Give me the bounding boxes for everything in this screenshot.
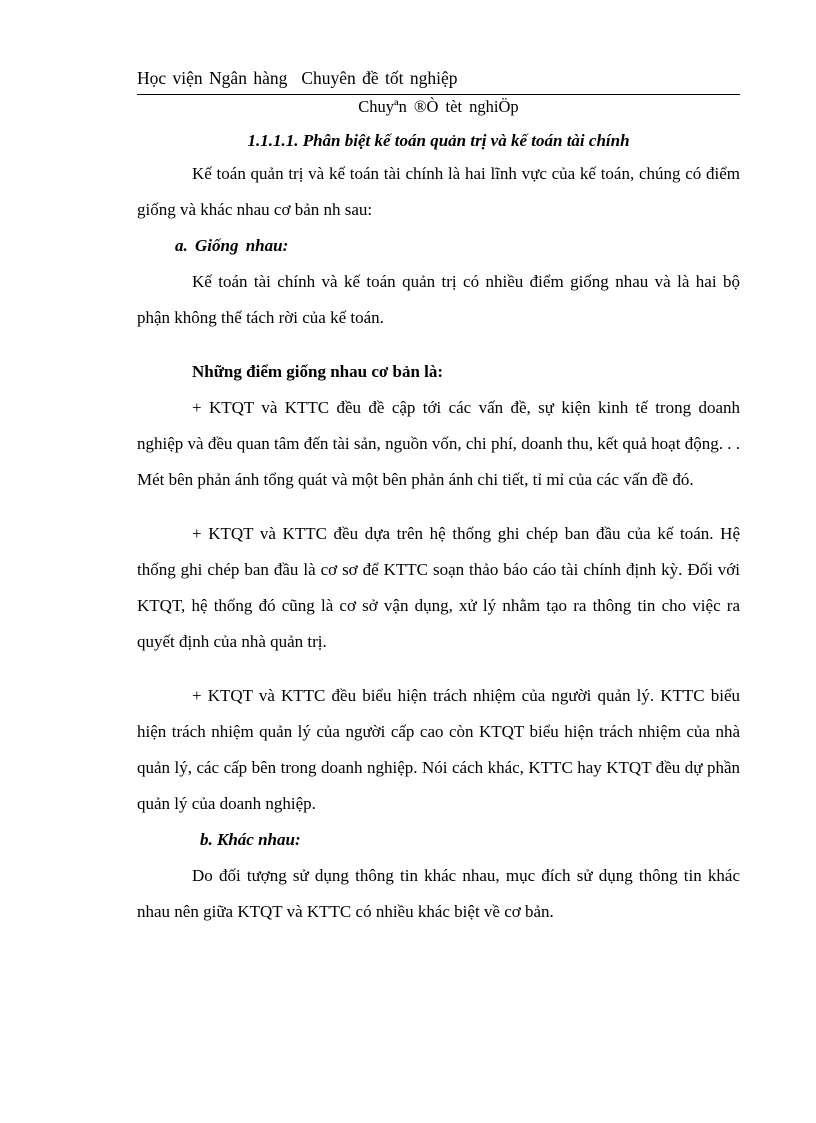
paragraph-similar-intro: Kế toán tài chính và kế toán quản trị có nhiều điểm giống nhau và là hai bộ phận không thể tách rời của kế toán. [137,272,740,327]
page-header [137,66,740,95]
header-doc-type: Chuyên đề tốt nghiệp [301,68,458,88]
subheading-b-khac-nhau: b. Khác nhau: [200,830,301,849]
header-institution: Học viện Ngân hàng [137,68,288,88]
header-watermark-text: Chuyªn ®Ò tèt nghiÖp [358,97,519,116]
section-heading: 1.1.1.1. Phân biệt kế toán quản trị và kế toán tài chính [247,131,630,150]
subheading-similar-points: Những điểm giống nhau cơ bản là: [192,362,444,381]
subheading-a-giong-nhau: a. Giống nhau: [175,236,289,255]
paragraph-closing: Do đối tượng sử dụng thông tin khác nhau, mục đích sử dụng thông tin khác nhau nên giữa KTQT và KTTC có nhiều khác biệt về cơ bản. [137,866,740,921]
paragraph-bullet-2: + KTQT và KTTC đều dựa trên hệ thống ghi chép ban đầu của kế toán. Hệ thống ghi chép ban đầu là cơ sơ để KTTC soạn thảo báo cáo tài chính định kỳ. Đối với KTQT, hệ thống đó cũng là cơ sở vận dụng, xử lý nhằm tạo ra thông tin cho việc ra quyết định của nhà quản trị. [137,524,740,651]
paragraph-bullet-1: + KTQT và KTTC đều đề cập tới các vấn đề, sự kiện kinh tế trong doanh nghiệp và đều quan tâm đến tài sản, nguồn vốn, chi phí, doanh thu, kết quả hoạt động. . . Mét bên phản ánh tổng quát và một bên phản ánh chi tiết, tỉ mỉ của các vấn đề đó. [137,398,740,489]
paragraph-bullet-3: + KTQT và KTTC đều biểu hiện trách nhiệm của người quản lý. KTTC biểu hiện trách nhiệm quản lý của người cấp cao còn KTQT biểu hiện trách nhiệm của nhà quản lý, các cấp bên trong doanh nghiệp. Nói cách khác, KTTC hay KTQT đều dự phần quản lý của doanh nghiệp. [137,686,740,813]
paragraph-intro: Kế toán quản trị và kế toán tài chính là hai lĩnh vực của kế toán, chúng có điểm giống và khác nhau cơ bản nh sau: [137,164,740,219]
